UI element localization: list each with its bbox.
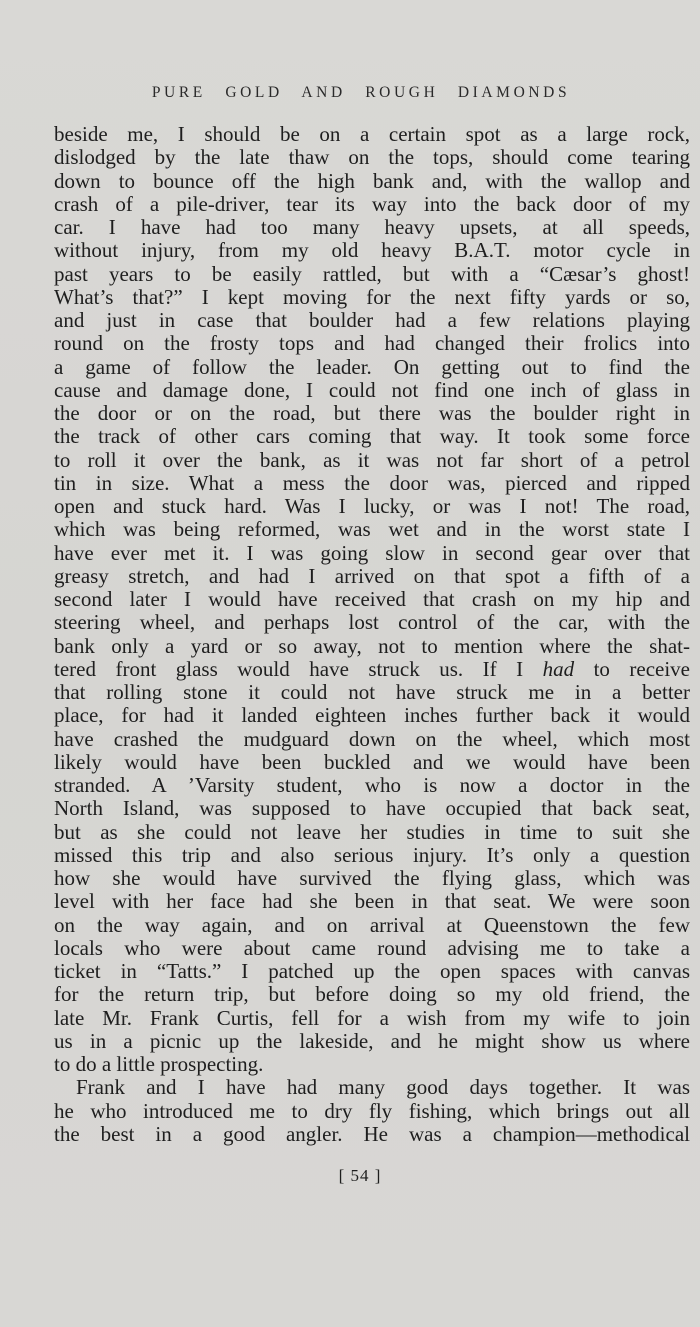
text-line: tered front glass would have struck us. If I had to receive — [54, 657, 690, 681]
text-line: how she would have survived the flying glass, which was — [54, 867, 690, 890]
text-line: cause and damage done, I could not find one inch of glass in — [54, 378, 690, 402]
text-line: without injury, from my old heavy B.A.T. motor cycle in — [54, 239, 690, 263]
text-line: to roll it over the bank, as it was not far short of a petrol — [54, 448, 690, 472]
text-line: round on the frosty tops and had changed their frolics into — [54, 332, 690, 356]
text-line: for the return trip, but before doing so my old friend, the — [54, 983, 690, 1007]
text-line: that rolling stone it could not have struck me in a better — [54, 681, 690, 704]
text-line: North Island, was supposed to have occupied that back seat, — [54, 797, 690, 821]
text-line: place, for had it landed eighteen inches further back it would — [54, 704, 690, 728]
text-line: locals who were about came round advising me to take a — [54, 936, 690, 960]
text-line: ticket in “Tatts.” I patched up the open spaces with canvas — [54, 960, 690, 983]
text-line: missed this trip and also serious injury. It’s only a question — [54, 843, 690, 867]
running-head: PURE GOLD AND ROUGH DIAMONDS — [151, 84, 571, 101]
text-line: the best in a good angler. He was a champion—methodical — [54, 1122, 690, 1146]
text-line: which was being reformed, was wet and in the worst state I — [54, 518, 690, 542]
text-line: a game of follow the leader. On getting out to find the — [54, 355, 690, 379]
text-line: Frank and I have had many good days together. It was — [76, 1076, 690, 1100]
text-line: likely would have been buckled and we would have been — [54, 750, 690, 774]
text-line: on the way again, and on arrival at Queenstown the few — [54, 913, 690, 937]
text-line: down to bounce off the high bank and, with the wallop and — [54, 169, 690, 193]
text-line: tin in size. What a mess the door was, pierced and ripped — [54, 471, 690, 495]
text-line: greasy stretch, and had I arrived on that spot a fifth of a — [54, 564, 690, 588]
text-line: he who introduced me to dry fly fishing, which brings out all — [54, 1099, 690, 1123]
text-line: steering wheel, and perhaps lost control of the car, with the — [54, 611, 690, 635]
text-line: stranded. A ’Varsity student, who is now a doctor in the — [54, 774, 690, 797]
text-line: to do a little prospecting. — [54, 1053, 264, 1076]
text-line: have crashed the mudguard down on the wheel, which most — [54, 727, 690, 751]
text-line: open and stuck hard. Was I lucky, or was I not! The road, — [54, 495, 690, 518]
text-line: the track of other cars coming that way. It took some force — [54, 425, 690, 449]
text-line: and just in case that boulder had a few relations playing — [54, 309, 690, 332]
text-line: second later I would have received that crash on my hip and — [54, 588, 690, 611]
text-line: car. I have had too many heavy upsets, at all speeds, — [54, 216, 690, 239]
text-line: have ever met it. I was going slow in second gear over that — [54, 541, 690, 565]
text-line: beside me, I should be on a certain spot as a large rock, — [54, 123, 690, 146]
text-line: crash of a pile-driver, tear its way into the back door of my — [54, 192, 690, 216]
text-line: bank only a yard or so away, not to mention where the shat- — [54, 634, 690, 658]
page-number: [ 54 ] — [338, 1166, 382, 1185]
text-line: dislodged by the late thaw on the tops, should come tearing — [54, 146, 690, 170]
text-line: past years to be easily rattled, but with a “Cæsar’s ghost! — [54, 262, 690, 286]
text-line: What’s that?” I kept moving for the next fifty yards or so, — [54, 285, 690, 309]
text-line: level with her face had she been in that seat. We were soon — [54, 890, 690, 914]
text-line: the door or on the road, but there was the boulder right in — [54, 402, 690, 425]
text-line: us in a picnic up the lakeside, and he might show us where — [54, 1029, 690, 1053]
emphasis-text: had — [542, 657, 575, 681]
text-line: but as she could not leave her studies in time to suit she — [54, 820, 690, 844]
body-text — [54, 123, 690, 1146]
text-line: late Mr. Frank Curtis, fell for a wish from my wife to join — [54, 1006, 690, 1030]
